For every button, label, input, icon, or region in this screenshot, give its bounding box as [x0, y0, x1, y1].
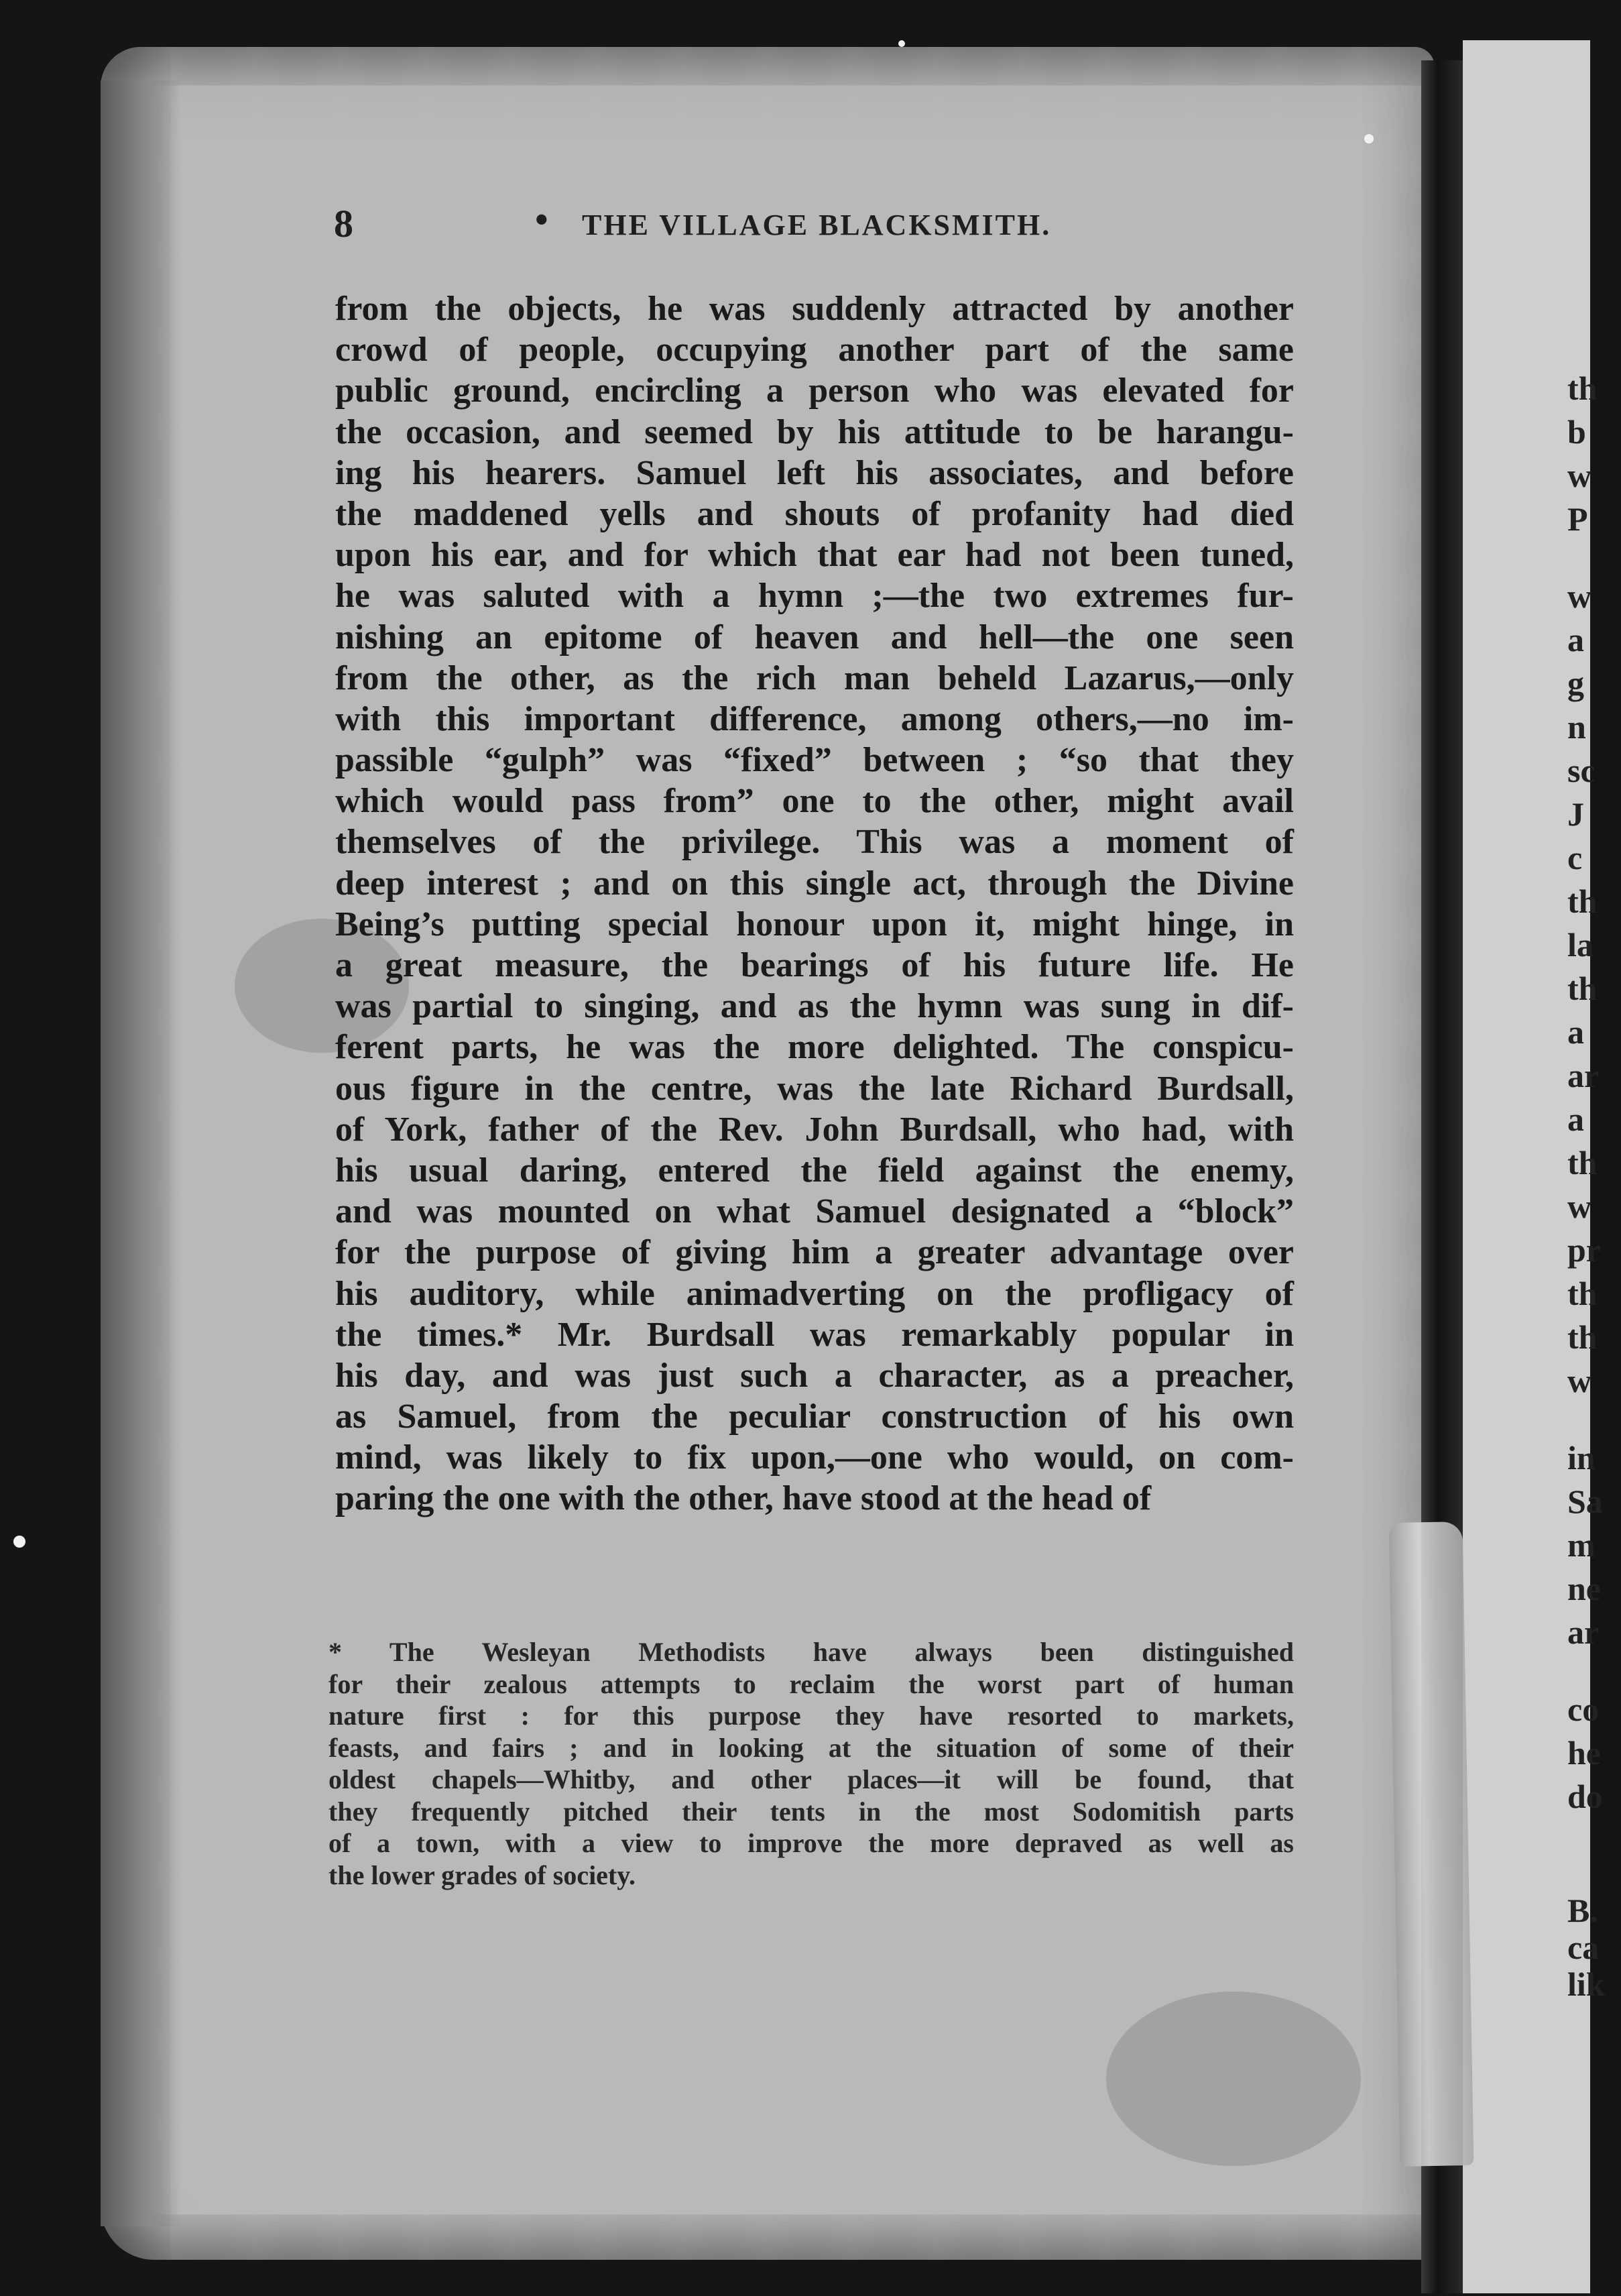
- footnote-line: oldest chapels—Whitby, and other places—it will be found, that: [328, 1764, 1294, 1794]
- body-line: passible “gulph” was “fixed” between ; “so that they: [335, 741, 1294, 780]
- footnote-line: feasts, and fairs ; and in looking at the situation of some of their: [328, 1732, 1294, 1763]
- body-line: ous figure in the centre, was the late Richard Burdsall,: [335, 1069, 1294, 1108]
- facing-page-fragment-text: m: [1567, 1526, 1596, 1564]
- page-number: 8: [334, 202, 353, 245]
- facing-page-fragment-text: ar: [1567, 1613, 1600, 1651]
- facing-page-fragment-text: w: [1567, 1188, 1592, 1225]
- facing-page-fragment-text: th: [1567, 1275, 1598, 1312]
- body-text: [335, 288, 1294, 1519]
- footnote-line: nature first : for this purpose they have resorted to markets,: [328, 1701, 1294, 1731]
- facing-page-fragment-text: P: [1567, 500, 1588, 538]
- body-line: was partial to singing, and as the hymn was sung in dif-: [335, 987, 1294, 1026]
- body-line: nishing an epitome of heaven and hell—the one seen: [335, 618, 1294, 656]
- footnote: [328, 1636, 1294, 1891]
- body-line: he was saluted with a hymn ;—the two extremes fur-: [335, 577, 1294, 616]
- facing-page-fragment-text: ca: [1567, 1929, 1600, 1966]
- body-line: which would pass from” one to the other, might avail: [335, 782, 1294, 821]
- facing-page-fragment-text: w: [1567, 457, 1592, 494]
- facing-page-fragment-text: la: [1567, 926, 1594, 964]
- body-line: deep interest ; and on this single act, through the Divine: [335, 864, 1294, 903]
- body-line: as Samuel, from the peculiar construction of his own: [335, 1397, 1294, 1436]
- facing-page-fragment-text: n: [1567, 708, 1586, 746]
- facing-page-fragment-text: B.: [1567, 1892, 1598, 1929]
- body-line: his day, and was just such a character, as a preacher,: [335, 1356, 1294, 1395]
- running-title: THE VILLAGE BLACKSMITH.: [582, 209, 1052, 241]
- body-line: the occasion, and seemed by his attitude to be harangu-: [335, 412, 1294, 451]
- facing-page-fragment: [1463, 40, 1605, 2293]
- footnote-line: they frequently pitched their tents in the most Sodomitish parts: [328, 1796, 1294, 1827]
- body-line: paring the one with the other, have stood at the head of: [335, 1479, 1152, 1518]
- facing-page-fragment-text: w: [1567, 577, 1592, 615]
- facing-page-fragment-text: th: [1567, 1318, 1598, 1356]
- body-line: for the purpose of giving him a greater advantage over: [335, 1233, 1294, 1272]
- facing-page-fragment-text: Sa: [1567, 1483, 1603, 1520]
- facing-page-fragment-text: a: [1567, 621, 1584, 658]
- body-line: of York, father of the Rev. John Burdsall, who had, with: [335, 1110, 1294, 1149]
- body-line: ferent parts, he was the more delighted. The conspicu-: [335, 1028, 1294, 1067]
- facing-page-fragment-text: J: [1567, 795, 1584, 833]
- body-line: crowd of people, occupying another part of the same: [335, 331, 1294, 369]
- body-line: and was mounted on what Samuel designated a “block”: [335, 1192, 1294, 1231]
- footnote-line: of a town, with a view to improve the more depraved as well as: [328, 1828, 1294, 1858]
- facing-page-fragment-text: ar: [1567, 1057, 1600, 1094]
- header-dot: •: [535, 199, 548, 241]
- paper-tab: [1389, 1522, 1474, 2167]
- facing-page-fragment-text: ne: [1567, 1570, 1601, 1607]
- facing-page-fragment-text: w: [1567, 1362, 1592, 1399]
- facing-page-fragment-text: do: [1567, 1778, 1603, 1815]
- body-line: mind, was likely to fix upon,—one who would, on com-: [335, 1438, 1294, 1477]
- body-line: ing his hearers. Samuel left his associates, and before: [335, 453, 1294, 492]
- body-line: the maddened yells and shouts of profanity had died: [335, 494, 1294, 533]
- body-line: public ground, encircling a person who was elevated for: [335, 371, 1294, 410]
- body-line: from the objects, he was suddenly attracted by another: [335, 290, 1294, 328]
- footnote-line: * The Wesleyan Methodists have always been distinguished: [328, 1637, 1294, 1667]
- facing-page-fragment-text: th: [1567, 1144, 1598, 1182]
- dust-speck: [13, 1536, 25, 1548]
- body-line: from the other, as the rich man beheld Lazarus,—only: [335, 658, 1294, 697]
- body-line: upon his ear, and for which that ear had not been tuned,: [335, 536, 1294, 575]
- facing-page-fragment-text: co: [1567, 1690, 1600, 1728]
- facing-page-fragment-text: lik: [1567, 1965, 1605, 2003]
- body-line: the times.* Mr. Burdsall was remarkably popular in: [335, 1315, 1294, 1354]
- footnote-line: for their zealous attempts to reclaim the worst part of human: [328, 1668, 1294, 1699]
- facing-page-fragment-text: a: [1567, 1100, 1584, 1138]
- body-line: with this important difference, among others,—no im-: [335, 699, 1294, 738]
- page-header: [334, 201, 1293, 255]
- facing-page-fragment-text: th: [1567, 882, 1598, 920]
- facing-page-fragment-text: pr: [1567, 1231, 1601, 1269]
- facing-page-fragment-text: sc: [1567, 752, 1596, 789]
- body-line: his usual daring, entered the field against the enemy,: [335, 1151, 1294, 1190]
- facing-page-fragment-text: a: [1567, 1013, 1584, 1051]
- body-line: a great measure, the bearings of his future life. He: [335, 946, 1294, 984]
- facing-page-fragment-text: he: [1567, 1734, 1601, 1772]
- page-edge-shadow: [101, 80, 181, 2226]
- dust-speck: [898, 40, 905, 47]
- body-line: Being’s putting special honour upon it, might hinge, in: [335, 905, 1294, 943]
- body-line: his auditory, while animadverting on the profligacy of: [335, 1274, 1294, 1313]
- facing-page-fragment-text: c: [1567, 839, 1583, 876]
- dust-speck: [1364, 134, 1374, 144]
- footnote-line: the lower grades of society.: [328, 1859, 636, 1890]
- body-line: themselves of the privilege. This was a moment of: [335, 823, 1294, 862]
- facing-page-fragment-text: g: [1567, 665, 1584, 702]
- stain: [1106, 1992, 1361, 2166]
- facing-page-fragment-text: th: [1567, 970, 1598, 1007]
- facing-page-fragment-text: th: [1567, 369, 1598, 407]
- facing-page-fragment-text: in: [1567, 1439, 1596, 1477]
- facing-page-fragment-text: b: [1567, 413, 1586, 451]
